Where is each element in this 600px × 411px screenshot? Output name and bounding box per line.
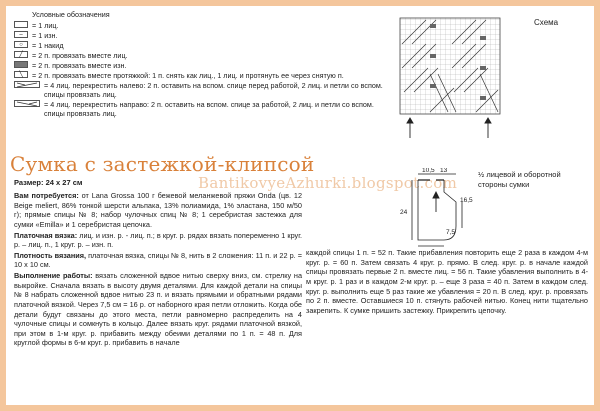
legend-text: = 2 п. провязать вместе лиц. bbox=[32, 51, 128, 60]
legend-item bbox=[14, 41, 384, 50]
continuation-paragraph: каждой спицы 1 п. = 52 п. Такие прибавления повторить еще 2 раза в каждом 4-м круг. р. = 60 п. Затем связать 4 круг. р. прямо. В след. круг. р. в начале каждой спицы провязать первые 2 п. вместе лиц. = 56 п. Такие убавления выполнить в 4-м круг. р. 1 раз и в каждом 2-м круг. р. – еще 3 раза = 40 п. Затем в каждом след. круг. р. выполнить еще 5 раз такие же убавления = 20 п. В след. круг. р. провязать по 2 п. вместе. Оставшиеся 10 п. стянуть рабочей нитью. Конец нити тщательно закрепить. К сумке пришить застежку. Прикрепить цепочку. bbox=[306, 248, 588, 315]
materials-label: Вам потребуется: bbox=[14, 191, 79, 200]
article-column-2 bbox=[306, 248, 588, 316]
legend-text: = 1 накид bbox=[32, 41, 64, 50]
dim-bottom: 7,5 bbox=[446, 229, 456, 236]
legend-item bbox=[14, 100, 384, 118]
legend-item bbox=[14, 71, 384, 80]
density-text: платочная вязка, спицы № 8, нить в 2 сложения: 11 п. и 22 р. = 10 х 10 см. bbox=[14, 250, 303, 270]
legend-text: = 4 лиц. перекрестить налево: 2 п. оставить на вспом. спице перед работой, 2 лиц. и петли со вспом. спицы провязать лиц. bbox=[44, 81, 383, 99]
yarn-over-symbol-icon: ○ bbox=[14, 41, 28, 48]
watermark: BantikovyeAzhurki.blogspot.com bbox=[198, 174, 458, 192]
legend bbox=[14, 10, 384, 119]
legend-text: = 2 п. провязать вместе протяжкой: 1 п. снять как лиц., 1 лиц. и протянуть ее через снятую п. bbox=[32, 71, 344, 80]
p2tog-symbol-icon bbox=[14, 61, 28, 68]
knitting-chart bbox=[390, 14, 510, 144]
legend-text: = 1 лиц. bbox=[32, 21, 59, 30]
size-label: Размер: bbox=[14, 178, 44, 187]
density-paragraph bbox=[14, 251, 302, 270]
ssk-symbol-icon: ╲ bbox=[14, 71, 28, 78]
knit-symbol-icon bbox=[14, 21, 28, 28]
materials-text: от Lana Grossa 100 г бежевой меланжевой пряжи Onda (цв. 12 Beige meliert, 86% тонкой шерсти альпака, 13% полиамида, 1% эластана, 150 м/50 г); прямые спицы № 8; набор чулочных спиц № 8; 1 серебристая застежка для сумки «Emilla» и 1 серебристая цепочка. bbox=[14, 191, 302, 229]
work-text: вязать сложенной вдвое нитью сверху вниз, см. стрелку на выкройке. Сначала вязать в высоту двумя деталями. Для каждой детали на спицы № 8 набрать сложенной вдвое нитью 23 п. и вязать прямыми и обратными рядами платочной вязкой. Через 7,5 см = 16 р. от наборного края петли отложить. Когда обе детали будут связаны до этого места, петли равномерно распределить на 4 чулочные спицы и сомкнуть в кольцо. Далее вязать круг. рядами платочной вязкой, при этом в 1-м круг. р. прибавить между обеими деталями по 1 п. = 48 п. Для круглой формы в 6-м круг. р. прибавить в начале bbox=[14, 271, 303, 348]
size-value: 24 х 27 см bbox=[45, 178, 83, 187]
purl-symbol-icon: – bbox=[14, 31, 28, 38]
page bbox=[6, 6, 594, 405]
materials-paragraph bbox=[14, 191, 302, 230]
diagram-caption: ½ лицевой и оборотной стороны сумки bbox=[478, 170, 561, 189]
bag-schematic bbox=[378, 168, 478, 248]
legend-item bbox=[14, 21, 384, 30]
legend-text: = 1 изн. bbox=[32, 31, 58, 40]
dim-top2: 13 bbox=[440, 168, 448, 174]
legend-title: Условные обозначения bbox=[32, 10, 110, 19]
plain-label: Платочная вязка: bbox=[14, 230, 78, 240]
legend-text: = 2 п. провязать вместе изн. bbox=[32, 61, 127, 70]
schema-label: Схема bbox=[534, 18, 559, 27]
cross-right-symbol-icon bbox=[14, 100, 40, 107]
k2tog-symbol-icon: ╱ bbox=[14, 51, 28, 58]
article-title: Сумка с застежкой-клипсой bbox=[10, 152, 315, 176]
legend-item bbox=[14, 61, 384, 70]
cross-left-symbol-icon bbox=[14, 81, 40, 88]
density-label: Плотность вязания, bbox=[14, 250, 87, 260]
plain-text: лиц. и изн. р. - лиц. п.; в круг. р. рядах вязать попеременно 1 круг. р. – лиц. п., 1 круг. р. – изн. п. bbox=[14, 230, 302, 250]
article-column-1 bbox=[14, 191, 302, 349]
legend-text: = 4 лиц. перекрестить направо: 2 п. оставить на вспом. спице за работой, 2 лиц. и петли со вспом. спицы провязать лиц. bbox=[44, 100, 374, 118]
dim-top: 10,5 bbox=[422, 168, 435, 174]
bag-outline bbox=[378, 168, 478, 248]
legend-item bbox=[14, 81, 384, 99]
dim-right: 16,5 bbox=[460, 197, 473, 204]
size-line bbox=[14, 178, 82, 187]
work-paragraph bbox=[14, 271, 302, 348]
dim-left: 24 bbox=[400, 209, 408, 216]
legend-item bbox=[14, 31, 384, 40]
plain-paragraph bbox=[14, 231, 302, 250]
legend-item bbox=[14, 51, 384, 60]
work-label: Выполнение работы: bbox=[14, 271, 93, 280]
knitting-chart-grid bbox=[390, 14, 510, 144]
